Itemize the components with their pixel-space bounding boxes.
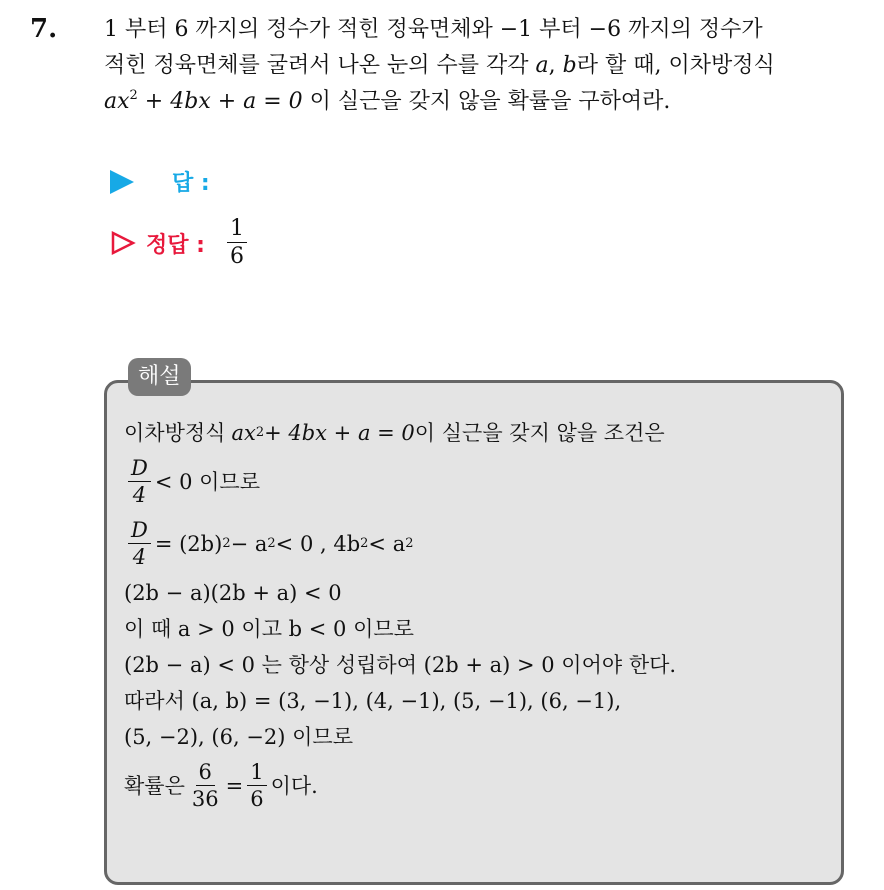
solution-line-4: (2b − a)(2b + a) < 0 bbox=[124, 581, 342, 605]
question-line-3 bbox=[104, 84, 874, 120]
solution-line-9 bbox=[124, 755, 824, 817]
solution-line-3: $\frac{D}{4}$ = (2b) 2 − a 2 < 0 , 4b 2 < a 2 bbox=[124, 513, 824, 575]
numerator: 1 bbox=[247, 762, 266, 786]
correct-answer-label: 정답 : bbox=[146, 232, 205, 258]
text: 확률은 bbox=[124, 774, 185, 798]
fraction bbox=[189, 762, 222, 810]
solution-line-8: (5, −2), (6, −2) 이므로 bbox=[124, 725, 353, 749]
question-line-1: 1 부터 6 까지의 정수가 적힌 정육면체와 −1 부터 −6 까지의 정수가 bbox=[104, 17, 763, 42]
comma: , bbox=[548, 53, 563, 78]
solution-line-5: 이 때 a > 0 이고 b < 0 이므로 bbox=[124, 617, 414, 641]
exponent: 2 bbox=[129, 88, 138, 103]
denominator: 4 bbox=[132, 483, 147, 507]
solution-line-2 bbox=[124, 451, 824, 513]
fraction-d-over-4 bbox=[128, 520, 151, 568]
play-triangle-icon bbox=[110, 170, 134, 194]
numerator: D bbox=[128, 458, 151, 482]
numerator: D bbox=[128, 520, 151, 544]
answer-row bbox=[110, 166, 210, 197]
question-line-2-text: 적힌 정육면체를 굴려서 나온 눈의 수를 각각 bbox=[104, 53, 536, 78]
denominator: 6 bbox=[229, 244, 244, 269]
answer-label: 답 : bbox=[172, 171, 210, 196]
numerator: 1 bbox=[227, 218, 247, 243]
denominator: 4 bbox=[132, 545, 147, 569]
fraction-d-over-4 bbox=[128, 458, 151, 506]
correct-answer-value bbox=[223, 218, 251, 268]
equation-part-1: ax bbox=[231, 421, 256, 445]
text: 이 실근을 갖지 않을 조건은 bbox=[414, 421, 665, 445]
fraction bbox=[247, 762, 266, 810]
equation-part-1: ax bbox=[104, 89, 130, 114]
correct-answer-row bbox=[110, 218, 251, 268]
question-line-3-tail: 이 실근을 갖지 않을 확률을 구하여라. bbox=[302, 89, 671, 114]
text: 이다. bbox=[270, 774, 318, 798]
text: < 0 이므로 bbox=[154, 470, 261, 494]
question-line-2-tail: 라 할 때, 이차방정식 bbox=[576, 53, 775, 78]
text: 이차방정식 bbox=[124, 421, 226, 445]
text: = (2b) bbox=[154, 532, 223, 556]
equation-part-2: + 4bx + a = 0 bbox=[137, 89, 303, 114]
solution-tag: 해설 bbox=[128, 358, 191, 396]
text: − a bbox=[230, 532, 268, 556]
outline-triangle-icon bbox=[110, 230, 136, 256]
equation-part-2: + 4bx + a = 0 bbox=[264, 421, 415, 445]
denominator: 36 bbox=[191, 787, 219, 811]
var-a: a bbox=[535, 53, 549, 78]
question-line-2 bbox=[104, 48, 874, 84]
solution-line-7: 따라서 (a, b) = (3, −1), (4, −1), (5, −1), (6, −1), bbox=[124, 689, 622, 713]
text: < 0 , 4b bbox=[275, 532, 361, 556]
text: < a bbox=[368, 532, 406, 556]
solution-line-1: 이차방정식 ax 2 + 4bx + a = 0 이 실근을 갖지 않을 조건은 bbox=[124, 415, 824, 451]
question-number: 7. bbox=[30, 14, 58, 44]
equals: = bbox=[225, 774, 244, 798]
solution-line-6: (2b − a) < 0 는 항상 성립하여 (2b + a) > 0 이어야 한다. bbox=[124, 653, 677, 677]
numerator: 6 bbox=[196, 762, 215, 786]
denominator: 6 bbox=[250, 787, 264, 811]
question-text bbox=[104, 12, 874, 120]
var-b: b bbox=[562, 53, 577, 78]
solution-content bbox=[124, 415, 824, 817]
fraction bbox=[227, 218, 247, 268]
